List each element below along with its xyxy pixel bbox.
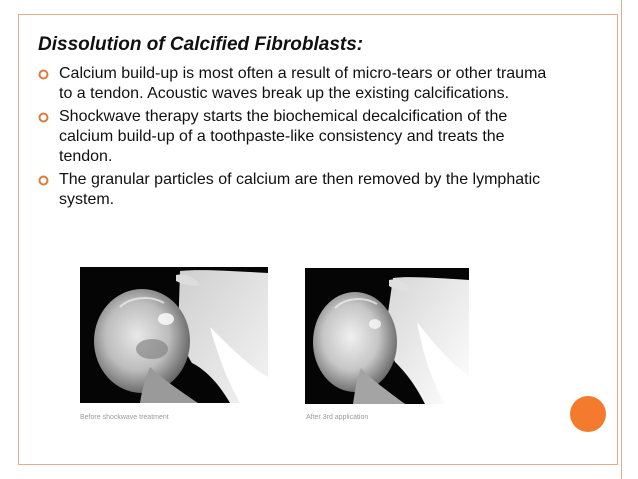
orange-circle-decoration	[570, 396, 606, 432]
xray-after-image	[305, 268, 469, 404]
bullet-text: Shockwave therapy starts the biochemical decalcification of the calcium build-up of a toothpaste-like consistency and treats the tendon.	[59, 108, 508, 165]
bullet-list	[38, 64, 558, 213]
bullet-text: Calcium build-up is most often a result of micro-tears or other trauma to a tendon. Acoustic waves break up the existing calcifications.	[59, 65, 547, 102]
after-image-caption: After 3rd application	[306, 414, 369, 421]
before-image-caption: Before shockwave treatment	[80, 414, 169, 421]
circle-bullet-icon	[38, 112, 49, 123]
right-divider-line	[621, 0, 622, 479]
circle-bullet-icon	[38, 69, 49, 80]
bullet-item	[38, 107, 558, 167]
slide-title: Dissolution of Calcified Fibroblasts:	[38, 34, 364, 55]
bullet-text: The granular particles of calcium are then removed by the lymphatic system.	[59, 171, 541, 208]
xray-before-image	[80, 267, 268, 403]
bullet-item	[38, 64, 558, 104]
circle-bullet-icon	[38, 175, 49, 186]
bullet-item	[38, 170, 558, 210]
